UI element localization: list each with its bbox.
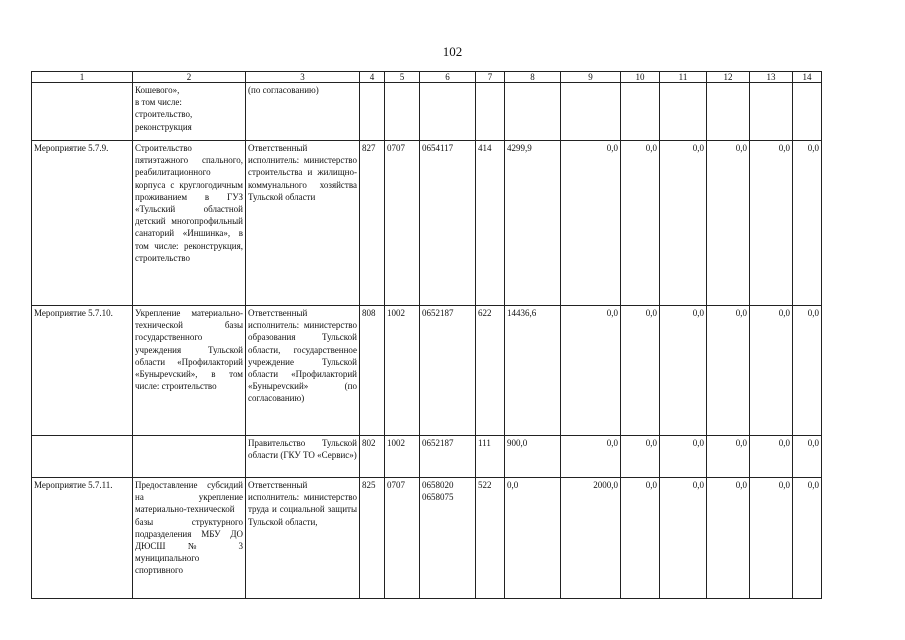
col-header-3: 3 [246, 72, 360, 83]
amount-11-cell: 0,0 [660, 141, 707, 306]
code-6-cell: 0658020 0658075 [420, 478, 476, 599]
code-7-cell: 414 [476, 141, 505, 306]
amount-10-cell: 0,0 [621, 478, 660, 599]
code-6-cell [420, 83, 476, 141]
measure-cell [32, 83, 133, 141]
col-header-1: 1 [32, 72, 133, 83]
amount-12-cell: 0,0 [707, 478, 750, 599]
amount-10-cell [621, 83, 660, 141]
executor-cell: Ответственный исполнитель: министерство образования Тульской области, государственное учреждение Тульской области «Профилакторий «Бунырevский» (по согласованию) [246, 306, 360, 436]
code-4-cell: 827 [360, 141, 385, 306]
amount-11-cell: 0,0 [660, 306, 707, 436]
code-6-cell: 0654117 [420, 141, 476, 306]
code-6-cell: 0652187 [420, 436, 476, 478]
amount-10-cell: 0,0 [621, 436, 660, 478]
table-row [32, 436, 822, 478]
amount-10-cell: 0,0 [621, 141, 660, 306]
description-cell: Предоставление субсидий на укрепление материально-технической базы структурного подразделения МБУ ДО ДЮСШ № 3 муниципального спортивного [133, 478, 246, 599]
amount-12-cell: 0,0 [707, 141, 750, 306]
amount-9-cell [561, 83, 621, 141]
amount-14-cell: 0,0 [793, 436, 822, 478]
code-4-cell [360, 83, 385, 141]
code-5-cell: 0707 [385, 478, 420, 599]
amount-8-cell: 14436,6 [505, 306, 561, 436]
amount-8-cell [505, 83, 561, 141]
col-header-2: 2 [133, 72, 246, 83]
amount-13-cell [750, 83, 793, 141]
executor-cell: Ответственный исполнитель: министерство строительства и жилищно-коммунального хозяйства Тульской области [246, 141, 360, 306]
code-5-cell: 0707 [385, 141, 420, 306]
amount-12-cell: 0,0 [707, 306, 750, 436]
amount-10-cell: 0,0 [621, 306, 660, 436]
amount-13-cell: 0,0 [750, 306, 793, 436]
amount-12-cell: 0,0 [707, 436, 750, 478]
table-row [32, 478, 822, 599]
page-number: 102 [442, 44, 463, 59]
description-cell [133, 436, 246, 478]
executor-cell: (по согласованию) [246, 83, 360, 141]
description-cell: Укрепление материально-технической базы государственного учреждения Тульской области «Профилакторий «Бунырevский», в том числе: строительство [133, 306, 246, 436]
measure-cell: Мероприятие 5.7.11. [32, 478, 133, 599]
amount-14-cell [793, 83, 822, 141]
amount-12-cell [707, 83, 750, 141]
amount-14-cell: 0,0 [793, 141, 822, 306]
amount-9-cell: 0,0 [561, 141, 621, 306]
col-header-4: 4 [360, 72, 385, 83]
code-5-cell [385, 83, 420, 141]
col-header-5: 5 [385, 72, 420, 83]
col-header-6: 6 [420, 72, 476, 83]
amount-9-cell: 0,0 [561, 306, 621, 436]
amount-9-cell: 2000,0 [561, 478, 621, 599]
col-header-7: 7 [476, 72, 505, 83]
code-7-cell: 522 [476, 478, 505, 599]
measure-cell [32, 436, 133, 478]
measure-cell: Мероприятие 5.7.9. [32, 141, 133, 306]
amount-11-cell [660, 83, 707, 141]
amount-8-cell: 900,0 [505, 436, 561, 478]
col-header-13: 13 [750, 72, 793, 83]
description-cell: Строительство пятиэтажного спального, реабилитационного корпуса с круглогодичным проживанием в ГУЗ «Тульский областной детский многопрофильный санаторий «Иншинка», в том числе: реконструкция, строительство [133, 141, 246, 306]
amount-14-cell: 0,0 [793, 478, 822, 599]
table-row [32, 141, 822, 306]
amount-8-cell: 4299,9 [505, 141, 561, 306]
col-header-10: 10 [621, 72, 660, 83]
amount-14-cell: 0,0 [793, 306, 822, 436]
executor-cell: Правительство Тульской области (ГКУ ТО «Сервис») [246, 436, 360, 478]
executor-cell: Ответственный исполнитель: министерство труда и социальной защиты Тульской области, [246, 478, 360, 599]
code-5-cell: 1002 [385, 306, 420, 436]
code-5-cell: 1002 [385, 436, 420, 478]
measure-cell: Мероприятие 5.7.10. [32, 306, 133, 436]
amount-13-cell: 0,0 [750, 436, 793, 478]
amount-13-cell: 0,0 [750, 478, 793, 599]
code-4-cell: 825 [360, 478, 385, 599]
column-number-row [32, 72, 822, 83]
code-6-cell: 0652187 [420, 306, 476, 436]
col-header-12: 12 [707, 72, 750, 83]
code-7-cell [476, 83, 505, 141]
budget-table [31, 71, 822, 599]
table-row [32, 83, 822, 141]
code-7-cell: 111 [476, 436, 505, 478]
amount-13-cell: 0,0 [750, 141, 793, 306]
code-7-cell: 622 [476, 306, 505, 436]
col-header-9: 9 [561, 72, 621, 83]
amount-11-cell: 0,0 [660, 436, 707, 478]
code-4-cell: 808 [360, 306, 385, 436]
col-header-8: 8 [505, 72, 561, 83]
amount-9-cell: 0,0 [561, 436, 621, 478]
table-row [32, 306, 822, 436]
code-4-cell: 802 [360, 436, 385, 478]
col-header-11: 11 [660, 72, 707, 83]
amount-8-cell: 0,0 [505, 478, 561, 599]
amount-11-cell: 0,0 [660, 478, 707, 599]
description-cell: Кошевого», в том числе: строительство, реконструкция [133, 83, 246, 141]
col-header-14: 14 [793, 72, 822, 83]
